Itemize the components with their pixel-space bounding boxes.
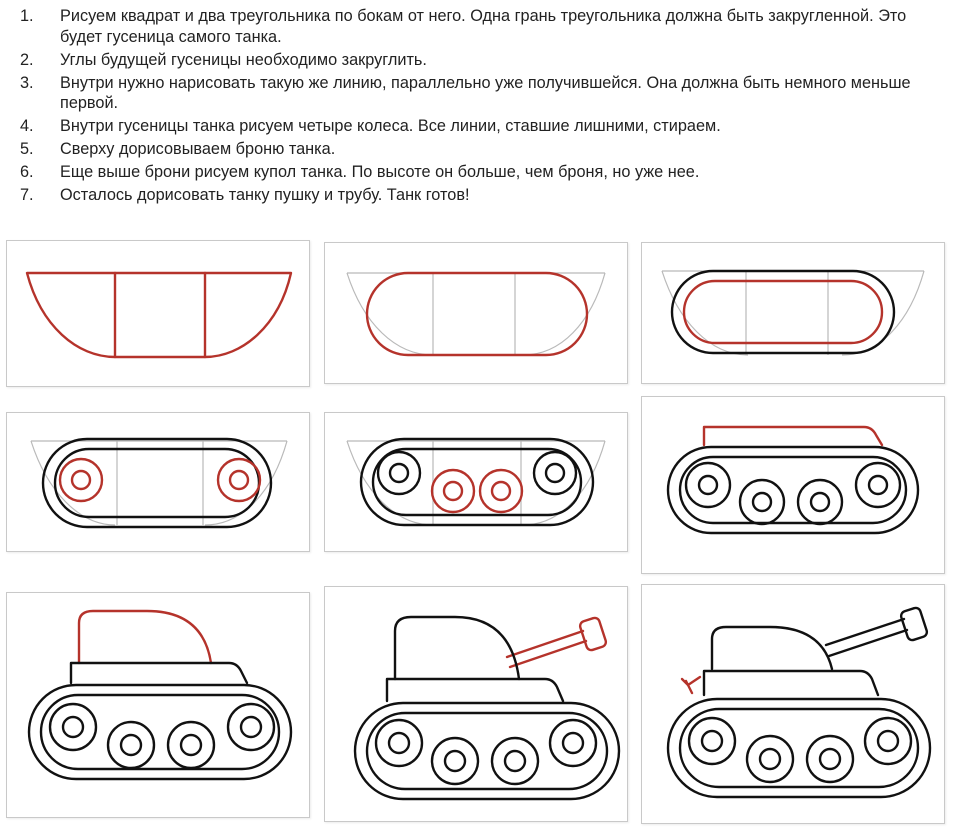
- drawing-panel-step-3: [641, 242, 945, 384]
- step-number: 2.: [20, 50, 34, 69]
- step-item: [18, 73, 938, 114]
- step-text: Осталось дорисовать танку пушку и трубу. Танк готов!: [60, 186, 470, 204]
- step-text: Рисуем квадрат и два треугольника по бокам от него. Одна грань треугольника должна быть закругленной. Это будет гусеница самого танка.: [60, 7, 907, 46]
- tank-sketch-step-5: [642, 397, 944, 573]
- drawing-panel-step-7a: [324, 586, 628, 822]
- drawing-panel-step-7b: [641, 584, 945, 824]
- step-item: [18, 185, 938, 206]
- step-text: Внутри нужно нарисовать такую же линию, параллельно уже получившейся. Она должна быть немного меньше первой.: [60, 73, 911, 112]
- step-number: 5.: [20, 140, 34, 158]
- tank-sketch-step-2: [325, 243, 627, 383]
- tank-sketch-step-6: [7, 593, 309, 817]
- step-item: [18, 116, 938, 137]
- step-number: 6.: [20, 163, 34, 181]
- step-number: 4.: [20, 117, 34, 135]
- instruction-list: [18, 6, 938, 208]
- tank-sketch-step-7a: [325, 587, 627, 821]
- tank-sketch-step-1: [7, 241, 309, 386]
- tank-sketch-step-4a: [7, 413, 309, 551]
- step-text: Сверху дорисовываем броню танка.: [60, 140, 336, 158]
- tank-sketch-step-4b: [325, 413, 627, 551]
- step-item: [18, 162, 938, 183]
- step-text: Еще выше брони рисуем купол танка. По высоте он больше, чем броня, но уже нее.: [60, 163, 700, 181]
- step-text: Внутри гусеницы танка рисуем четыре колеса. Все линии, ставшие лишними, стираем.: [60, 117, 721, 135]
- drawing-panel-step-4b: [324, 412, 628, 552]
- step-item: [18, 6, 938, 47]
- step-number: 3.: [20, 73, 34, 92]
- drawing-panel-step-5: [641, 396, 945, 574]
- drawing-panel-step-2: [324, 242, 628, 384]
- step-item: [18, 139, 938, 160]
- step-text: Углы будущей гусеницы необходимо закруглить.: [60, 50, 427, 69]
- tank-sketch-step-7b: [642, 585, 944, 823]
- step-item: [18, 50, 938, 71]
- drawing-panel-step-6: [6, 592, 310, 818]
- step-number: 1.: [20, 7, 34, 25]
- step-number: 7.: [20, 186, 34, 204]
- tank-sketch-step-3: [642, 243, 944, 383]
- drawing-panel-step-4a: [6, 412, 310, 552]
- drawing-panel-step-1: [6, 240, 310, 387]
